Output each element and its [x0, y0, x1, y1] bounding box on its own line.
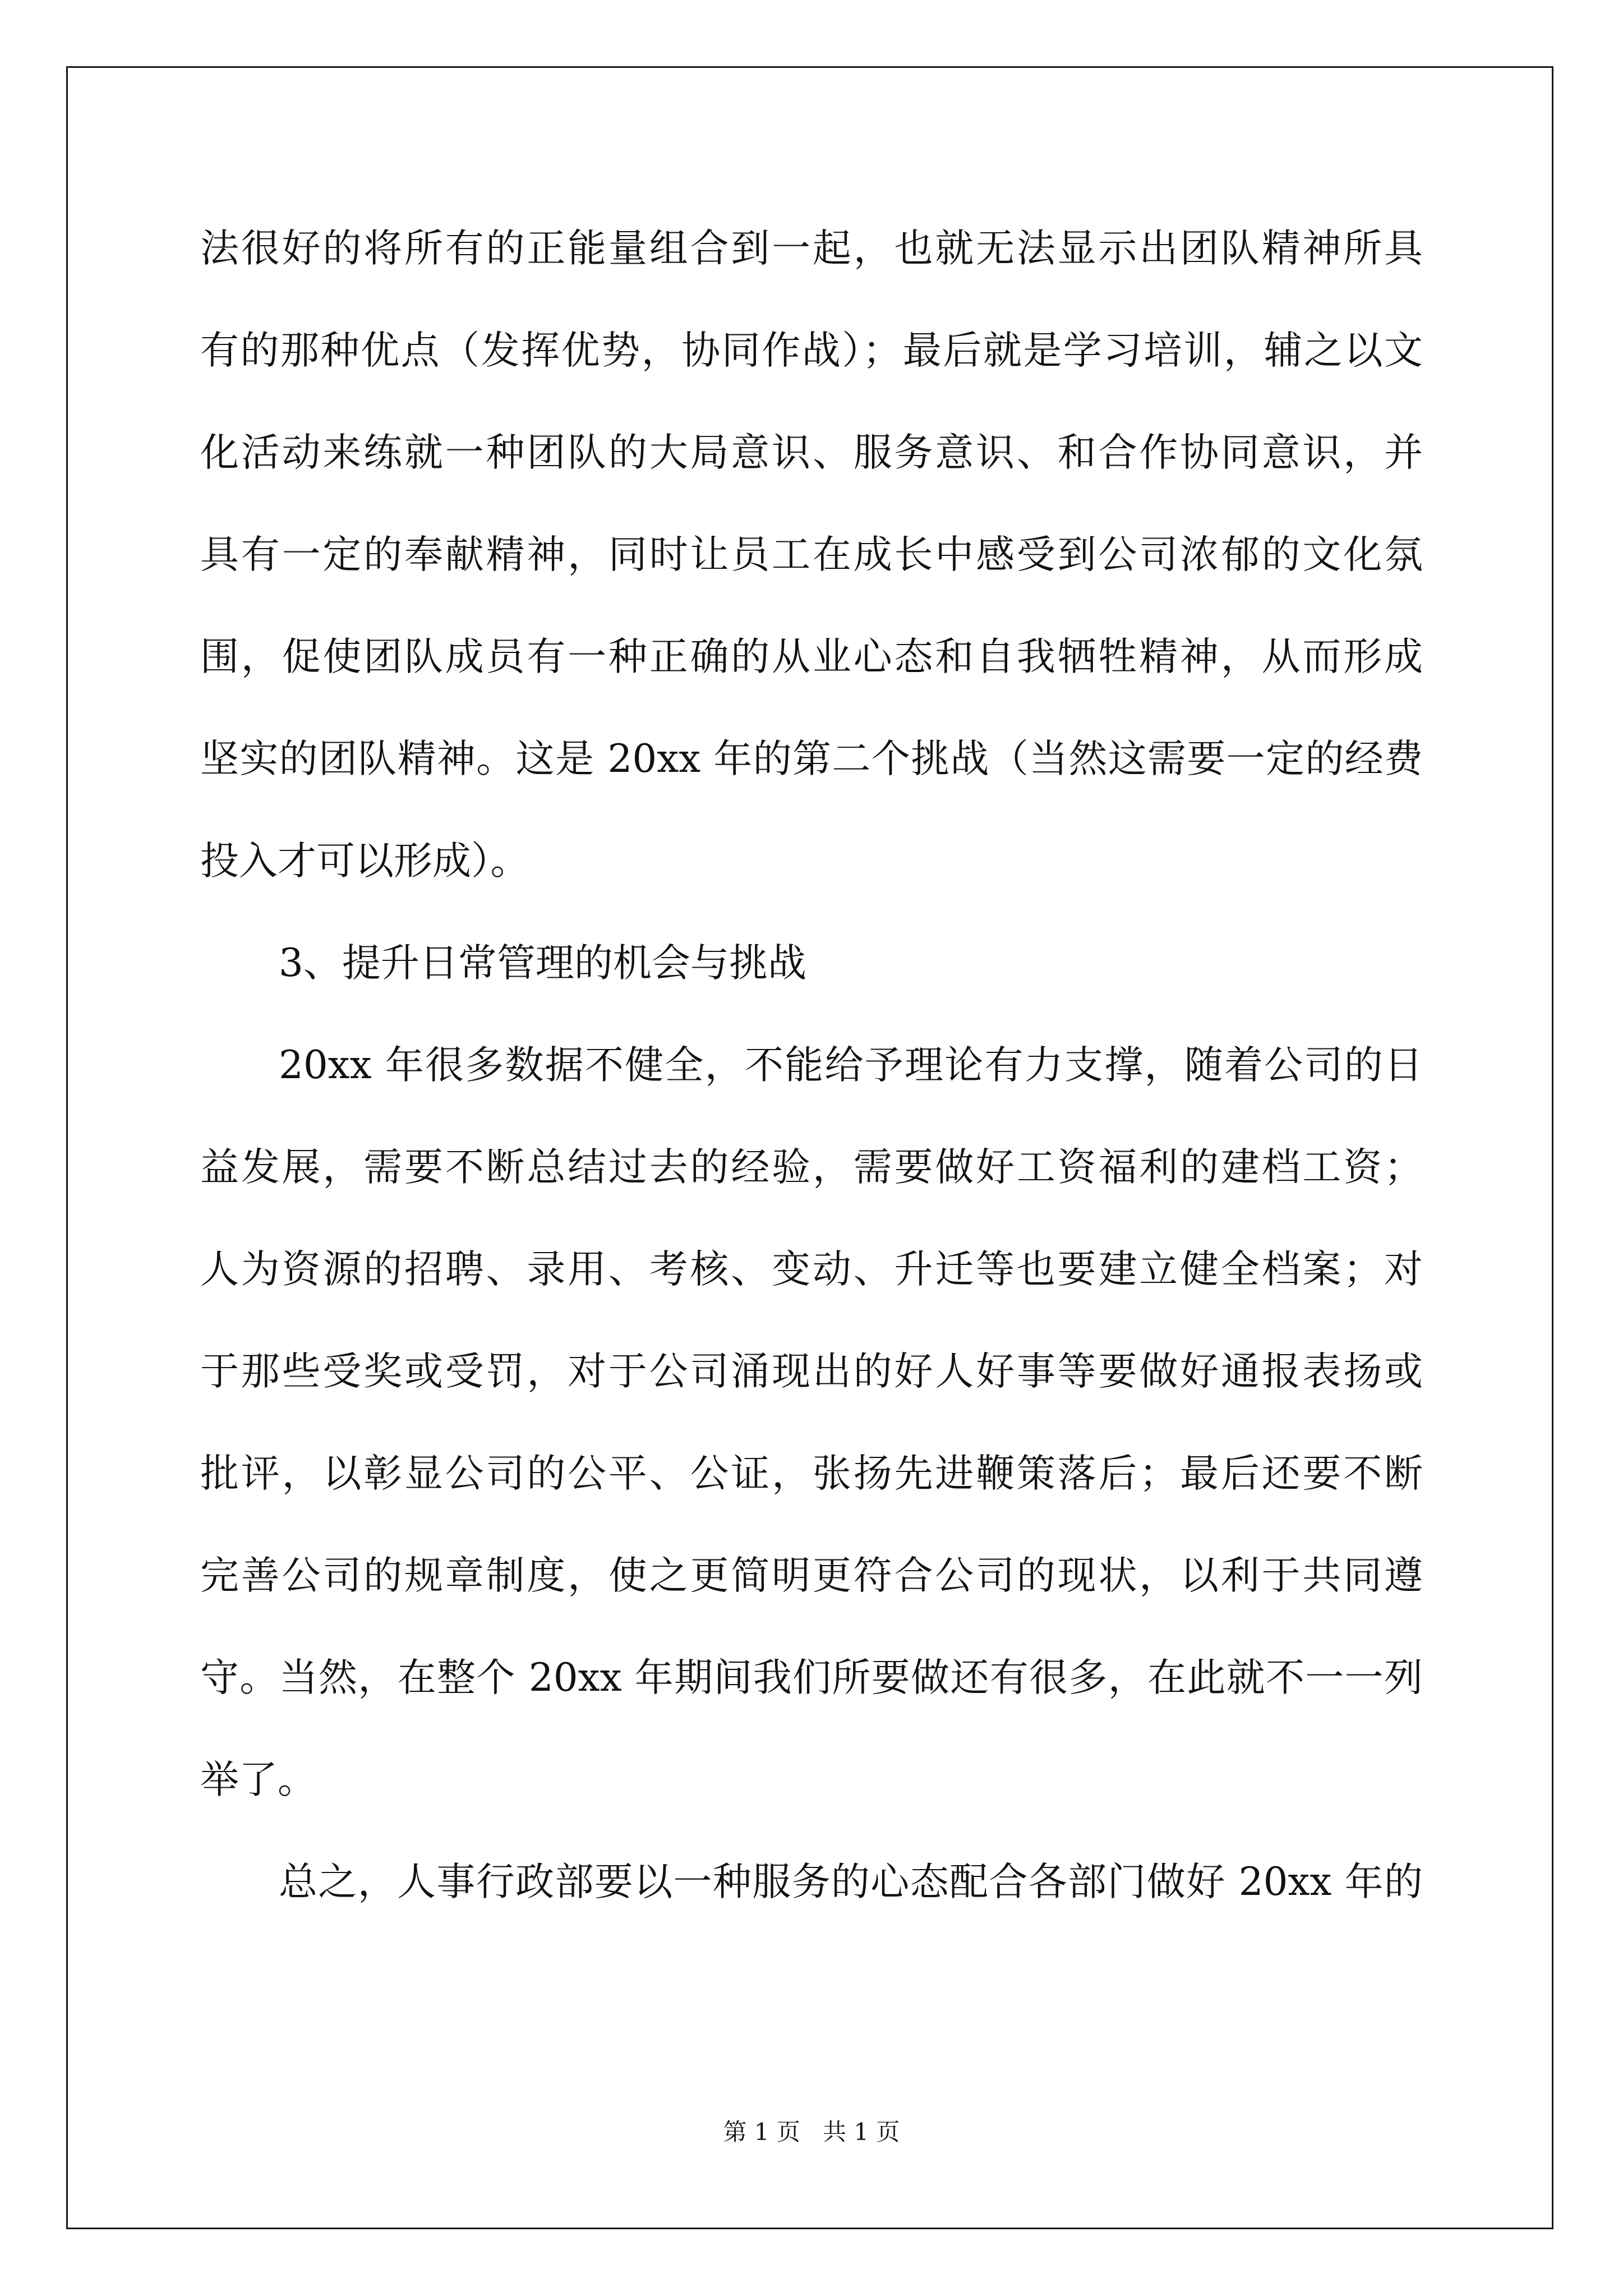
text-line: 具有一定的奉献精神，同时让员工在成长中感受到公司浓郁的文化氛 — [200, 532, 1423, 577]
text-line: 有的那种优点（发挥优势，协同作战）；最后就是学习培训，辅之以文 — [200, 328, 1423, 373]
text-line: 法很好的将所有的正能量组合到一起，也就无法显示出团队精神所具 — [200, 226, 1423, 271]
text-line: 总之，人事行政部要以一种服务的心态配合各部门做好 20xx 年的 — [279, 1860, 1423, 1904]
text-line: 益发展，需要不断总结过去的经验，需要做好工资福利的建档工资； — [200, 1145, 1423, 1190]
text-line: 化活动来练就一种团队的大局意识、服务意识、和合作协同意识，并 — [200, 430, 1423, 475]
section-heading: 3、提升日常管理的机会与挑战 — [279, 941, 806, 986]
text-line: 完善公司的规章制度，使之更简明更符合公司的现状，以利于共同遵 — [200, 1553, 1423, 1598]
text-line: 坚实的团队精神。这是 20xx 年的第二个挑战（当然这需要一定的经费 — [200, 737, 1423, 781]
text-line: 批评，以彰显公司的公平、公证，张扬先进鞭策落后；最后还要不断 — [200, 1451, 1423, 1496]
text-line: 投入才可以形成）。 — [200, 839, 529, 884]
document-body — [200, 197, 1423, 1933]
text-line: 20xx 年很多数据不健全，不能给予理论有力支撑，随着公司的日 — [279, 1043, 1423, 1088]
text-line: 守。当然，在整个 20xx 年期间我们所要做还有很多，在此就不一一列 — [200, 1655, 1423, 1700]
text-line: 围，促使团队成员有一种正确的从业心态和自我牺牲精神，从而形成 — [200, 634, 1423, 679]
page-footer — [0, 2114, 1623, 2147]
page-number: 第 1 页 — [723, 2118, 800, 2146]
text-line: 人为资源的招聘、录用、考核、变动、升迁等也要建立健全档案；对 — [200, 1247, 1423, 1292]
text-line: 举了。 — [200, 1757, 316, 1802]
text-line: 于那些受奖或受罚，对于公司涌现出的好人好事等要做好通报表扬或 — [200, 1349, 1423, 1394]
page-total: 共 1 页 — [823, 2118, 900, 2146]
